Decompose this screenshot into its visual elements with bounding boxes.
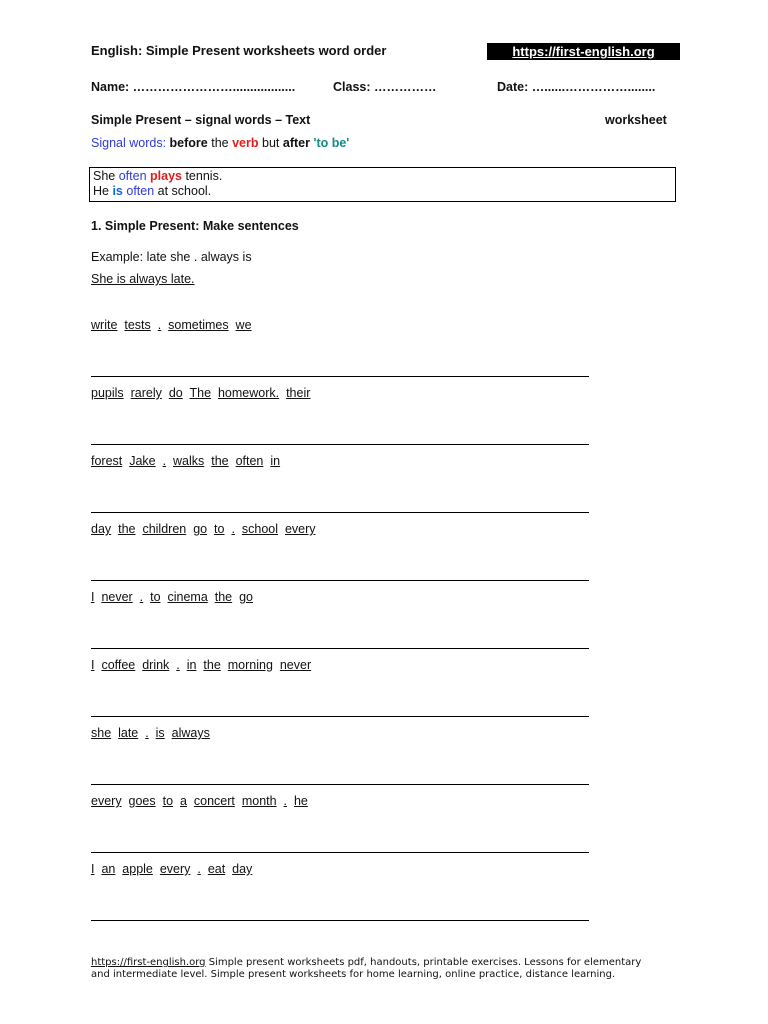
answer-line[interactable] [91,376,589,377]
footer [91,957,681,981]
word-token: The [189,386,212,400]
word-token: the [211,454,229,468]
word-token: the [214,590,233,604]
word-token: to [150,590,161,604]
quote-open: ' [313,136,317,150]
exercise-prompt [91,862,252,876]
to-be-word: to be [316,136,347,150]
text: at school. [154,184,212,198]
exercise-prompt [91,658,311,672]
date-field: Date: …......……………........ [497,80,656,94]
word-token: an [101,862,116,876]
word-token: . [145,726,149,740]
word-token: go [239,590,253,604]
before-word: before [169,136,208,150]
word-token: often [235,454,264,468]
word-token: we [235,318,252,332]
quote-close: ' [346,136,350,150]
exercise-prompt [91,794,308,808]
exercise-prompt [91,386,310,400]
answer-line[interactable] [91,648,589,649]
but-word: but [262,136,280,150]
word-token: . [176,658,180,672]
word-token: . [193,250,198,264]
example-label: Example: [91,250,144,264]
word-token: every [284,522,316,536]
text: She [93,169,119,183]
exercise-prompt [91,454,280,468]
word-token: the [203,658,221,672]
example-box-line-2 [93,184,675,199]
word-token: late [146,250,167,264]
answer-line[interactable] [91,444,589,445]
word-token: never [279,658,312,672]
name-field: Name: …………………….................. [91,80,296,94]
word-token: children [142,522,187,536]
the-word: the [211,136,229,150]
word-token: never [101,590,133,604]
word-token: to [162,794,174,808]
word-token: she [170,250,191,264]
text: He [93,184,113,198]
example-answer: She is always late. [91,272,195,286]
word-token: day [91,522,112,536]
worksheet-label: worksheet [605,113,667,127]
word-token: to [214,522,225,536]
word-token: pupils [91,386,124,400]
word-token: drink [142,658,170,672]
signal-words-line [91,136,349,150]
example-box-line-1 [93,169,675,184]
exercise-prompt [91,318,252,332]
verb-word: verb [232,136,259,150]
word-token: Jake [129,454,156,468]
example-box [89,167,676,202]
word-token: coffee [101,658,136,672]
word-token: cinema [167,590,208,604]
word-token: school [241,522,279,536]
word-token: I [91,590,95,604]
word-token: in [270,454,281,468]
exercise-prompt [91,726,210,740]
word-token: month [241,794,277,808]
word-token: always [171,726,210,740]
answer-line[interactable] [91,852,589,853]
word-token: in [186,658,197,672]
answer-line[interactable] [91,512,589,513]
signal-colon: : [162,136,167,150]
word-token: I [91,658,95,672]
site-url-link[interactable]: https://first-english.org [487,43,680,60]
word-token: goes [128,794,156,808]
word-token: sometimes [168,318,229,332]
word-token: their [286,386,311,400]
word-token: a [179,794,187,808]
word-token: forest [91,454,123,468]
word-token: . [139,590,144,604]
word-token: morning [227,658,273,672]
often-word: often [118,169,147,183]
word-token: write [91,318,118,332]
answer-line[interactable] [91,716,589,717]
subheading: Simple Present – signal words – Text [91,113,311,127]
word-token: every [159,862,191,876]
worksheet-title: English: Simple Present worksheets word order [91,43,387,58]
example-line [91,250,252,264]
word-token: go [193,522,208,536]
word-token: late [118,726,139,740]
class-field: Class: …………… [333,80,437,94]
word-token: . [231,522,235,536]
answer-line[interactable] [91,920,589,921]
word-token: . [197,862,201,876]
word-token: is [155,726,165,740]
word-token: she [91,726,112,740]
section-title: 1. Simple Present: Make sentences [91,219,299,233]
word-token: every [91,794,122,808]
is-word: is [112,184,123,198]
word-token: I [91,862,95,876]
footer-text-1: Simple present worksheets pdf, handouts, printable exercises. Lessons for elementary [205,957,642,968]
word-token: apple [122,862,153,876]
word-token: he [293,794,308,808]
often-word: often [126,184,155,198]
word-token: . [162,454,167,468]
word-token: always [200,250,240,264]
word-token: eat [207,862,226,876]
footer-link[interactable]: https://first-english.org [91,957,206,968]
text: tennis. [181,169,223,183]
word-token: rarely [130,386,162,400]
example-words [147,250,252,264]
word-token: . [283,794,288,808]
exercise-prompt [91,522,316,536]
exercise-prompt [91,590,253,604]
answer-line[interactable] [91,784,589,785]
word-token: homework. [217,386,280,400]
word-token: concert [193,794,235,808]
footer-text-2: and intermediate level. Simple present worksheets for home learning, online practice, distance learning. [91,969,616,980]
plays-word: plays [150,169,182,183]
word-token: the [118,522,136,536]
word-token: . [157,318,162,332]
word-token: do [168,386,183,400]
word-token: tests [124,318,151,332]
after-word: after [282,136,310,150]
word-token: walks [173,454,205,468]
word-token: day [232,862,253,876]
signal-label: Signal words [91,136,163,150]
word-token: is [242,250,252,264]
answer-line[interactable] [91,580,589,581]
